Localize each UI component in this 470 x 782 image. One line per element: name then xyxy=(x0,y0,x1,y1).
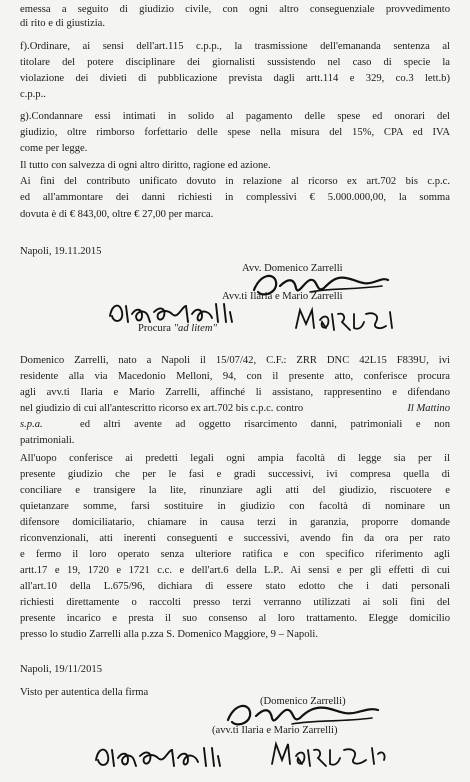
company-suffix: s.p.a. xyxy=(20,419,43,430)
signature-domenico-zarrelli-2 xyxy=(222,698,382,732)
ad-litem: "ad litem" xyxy=(173,323,217,334)
place-date: Napoli, 19.11.2015 xyxy=(20,246,102,257)
text-line: ed all'ammontare dei danni richiesti in complessivi € 5.000.000,00, la somma xyxy=(20,192,450,203)
text-line: presente giudizio che per le fasi e gradi successivi, ivi compresa quella di xyxy=(20,469,450,480)
text-line: richiesti direttamente o raccolti presso terzi verranno utilizzati ai soli fini del xyxy=(20,597,450,608)
text-line: patrimoniali. xyxy=(20,435,75,446)
clause-f: f).Ordinare, ai sensi dell'art.115 c.p.p., la trasmissione dell'emananda sentenza al xyxy=(20,41,450,52)
text-fragment: nel giudizio di cui all'antescritto ricorso ex art.702 bis c.p.c. contro xyxy=(20,403,304,414)
text-line: Ai fini del contributo unificato dovuto in relazione al ricorso ex art.702 bis c.p.c. xyxy=(20,176,450,187)
text-line: agli avv.ti Ilaria e Mario Zarrelli, affinché li assistano, rappresentino e difendano xyxy=(20,387,450,398)
procura-word: Procura xyxy=(138,323,171,334)
text-line: residente alla via Macedonio Melloni, 94, con il presente atto, conferisce procura xyxy=(20,371,450,382)
co-signatories: Avv.ti Ilaria e Mario Zarrelli xyxy=(222,291,343,302)
text-line: Il tutto con salvezza di ogni altro diritto, ragione ed azione. xyxy=(20,160,271,171)
signature-mario-zarrelli-2 xyxy=(268,738,388,770)
text-line: presso lo studio Zarrelli alla p.zza S. Domenico Maggiore, 9 – Napoli. xyxy=(20,629,319,640)
text-line xyxy=(20,418,450,431)
text-line: Domenico Zarrelli, nato a Napoli il 15/07/42, C.F.: ZRR DNC 42L15 F839U, ivi xyxy=(20,355,450,366)
text-line: di rito e di giustizia. xyxy=(20,18,106,29)
text-line: quietanzare somme, farsi sostituire in giudizio con facoltà di nominare un xyxy=(20,501,450,512)
text-line: difensore domiciliatario, chiamare in causa terzi in garanzia, proporre domande xyxy=(20,517,450,528)
signature-ilaria-zarrelli-2 xyxy=(92,738,232,772)
text-line: presente incarico e presta il suo consenso al loro trattamento. Elegge domicilio xyxy=(20,613,450,624)
text-fragment: ed altri avente ad oggetto risarcimento danni, patrimoniali e non xyxy=(80,419,450,430)
text-line: All'uopo conferisce ai predetti legali ogni ampia facoltà di legge sia per il xyxy=(20,453,450,464)
text-line: e fermo il loro operato senza ulteriore ratifica e con specifico riferimento agli xyxy=(20,549,450,560)
text-line: riconvenzionali, atti inerenti conseguenti e successivi, avendo fin da ora per rato xyxy=(20,533,450,544)
text-line: giudizio, oltre rimborso forfettario delle spese nella misura del 15%, CPA ed IVA xyxy=(20,127,450,138)
text-line: come per legge. xyxy=(20,143,88,154)
newspaper-name: Il Mattino xyxy=(407,403,450,414)
text-line: c.p.p.. xyxy=(20,89,46,100)
clause-g: g).Condannare essi intimati in solido al pagamento delle spese ed onorari del xyxy=(20,111,450,122)
text-line: conciliare e transigere la lite, rinunziare agli atti del giudizio, riscuotere e xyxy=(20,485,450,496)
signatory-name: Avv. Domenico Zarrelli xyxy=(242,263,343,274)
signatory-name: (Domenico Zarrelli) xyxy=(260,696,346,707)
signature-ilaria-zarrelli-1 xyxy=(106,296,244,328)
text-line: artt.17 e 19, 1720 e 1721 c.c. e dell'art.6 della L.P.. Ai sensi e per gli effetti di cui xyxy=(20,565,450,576)
text-line: all'art.10 della L.675/96, dichiara di essere stato edotto che i dati personali xyxy=(20,581,450,592)
authentication-note: Visto per autentica della firma xyxy=(20,687,149,698)
text-line: violazione dei divieti di pubblicazione prevista dagli artt.114 e 329, co.3 lett.b) xyxy=(20,73,450,84)
text-line: emessa a seguito di giudizio civile, con ogni altro conseguenziale provvedimento xyxy=(20,4,450,15)
co-signatories: (avv.ti Ilaria e Mario Zarrelli) xyxy=(212,725,338,736)
signature-mario-zarrelli-1 xyxy=(292,304,402,334)
text-line: titolare del potere disciplinare dei giornalisti sussistendo nel caso di specie la xyxy=(20,57,450,68)
text-line xyxy=(20,402,450,415)
text-line: dovuta è di € 843,00, oltre € 27,00 per marca. xyxy=(20,209,214,220)
signature-domenico-zarrelli-1 xyxy=(250,268,390,302)
place-date: Napoli, 19/11/2015 xyxy=(20,664,102,675)
